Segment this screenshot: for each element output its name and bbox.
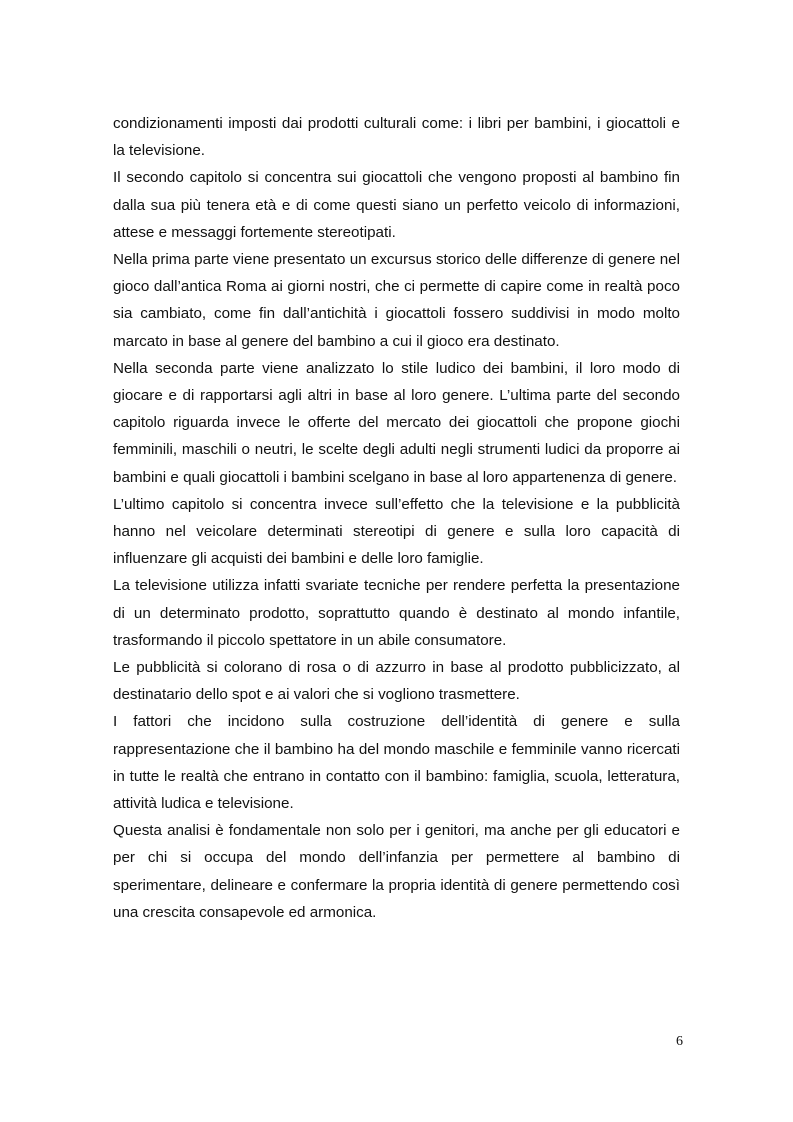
paragraph: L’ultimo capitolo si concentra invece sull’effetto che la televisione e la pubblicità hanno nel veicolare determinati stereotipi di genere e sulla loro capacità di influenzare gli acquisti dei bambini e delle loro famiglie. [113, 495, 680, 568]
paragraph: Nella prima parte viene presentato un excursus storico delle differenze di genere nel gioco dall’antica Roma ai giorni nostri, che ci permette di capire come in realtà poco sia cambiato, come fin dall’antichità i giocattoli fossero suddivisi in modo molto marcato in base al genere del bambino a cui il gioco era destinato. [113, 251, 680, 350]
paragraph: condizionamenti imposti dai prodotti culturali come: i libri per bambini, i giocattoli e la televisione. [113, 115, 680, 160]
paragraph: Nella seconda parte viene analizzato lo stile ludico dei bambini, il loro modo di giocare e di rapportarsi agli altri in base al loro genere. L’ultima parte del secondo capitolo riguarda invece le offerte del mercato dei giocattoli che propone giochi femminili, maschili o neutri, le scelte degli adulti negli strumenti ludici da proporre ai bambini e quali giocattoli i bambini scelgano in base al loro appartenenza di genere. [113, 359, 680, 486]
page-number: 6 [676, 1034, 683, 1049]
paragraph: La televisione utilizza infatti svariate tecniche per rendere perfetta la presentazione di un determinato prodotto, soprattutto quando è destinato al mondo infantile, trasformando il piccolo spettatore in un abile consumatore. [113, 577, 680, 649]
paragraph: I fattori che incidono sulla costruzione dell’identità di genere e sulla rappresentazione che il bambino ha del mondo maschile e femminile vanno ricercati in tutte le realtà che entrano in contatto con il bambino: famiglia, scuola, letteratura, attività ludica e televisione. [113, 713, 680, 813]
paragraph: Il secondo capitolo si concentra sui giocattoli che vengono proposti al bambino fin dalla sua più tenera età e di come questi siano un perfetto veicolo di informazioni, attese e messaggi fortemente stereotipati. [113, 169, 680, 241]
paragraph: Le pubblicità si colorano di rosa o di azzurro in base al prodotto pubblicizzato, al destinatario dello spot e ai valori che si vogliono trasmettere. [113, 659, 680, 704]
document-body [113, 110, 680, 926]
paragraph: Questa analisi è fondamentale non solo per i genitori, ma anche per gli educatori e per chi si occupa del mondo dell’infanzia per permettere al bambino di sperimentare, delineare e confermare la propria identità di genere permettendo così una crescita consapevole ed armonica. [113, 822, 680, 921]
